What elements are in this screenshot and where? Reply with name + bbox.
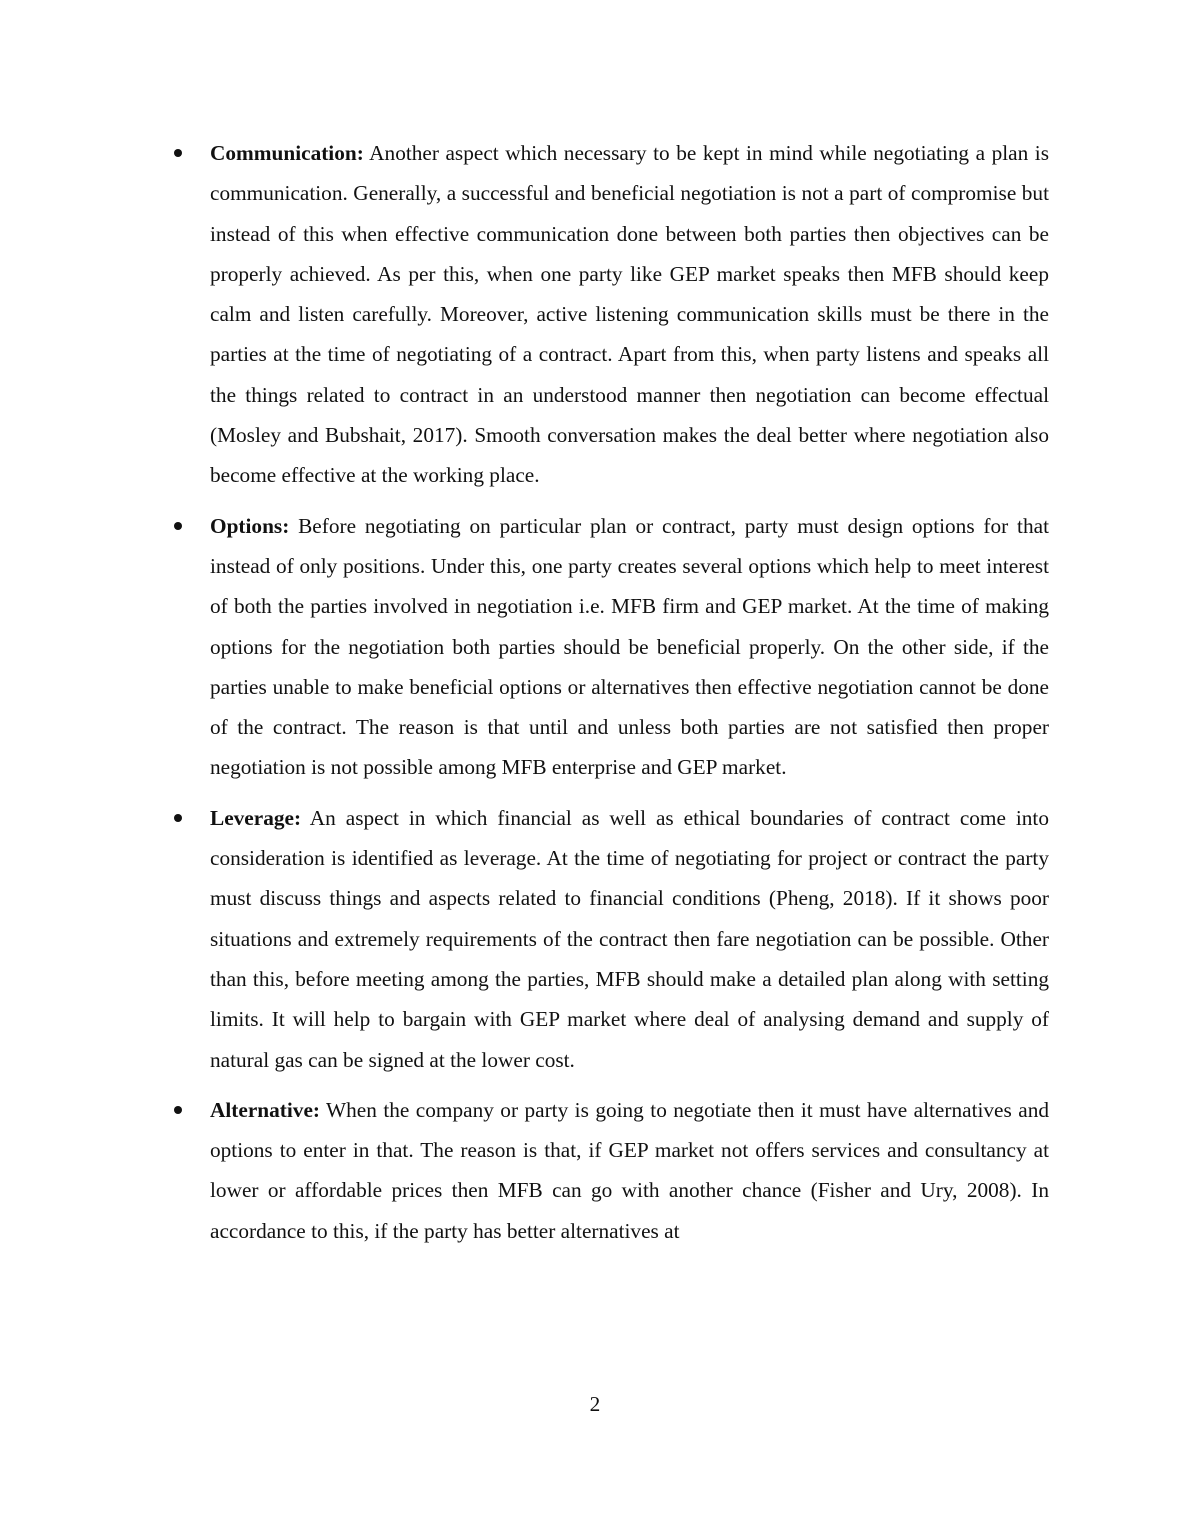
bullet-term: Alternative: <box>210 1097 320 1122</box>
bullet-icon <box>174 149 182 157</box>
bullet-text: Another aspect which necessary to be kept in mind while negotiating a plan is communication. Generally, a successful and beneficial negotiation is not a part of compromise but instead of this when effective communication done between both parties then objectives can be properly achieved. As per this, when one party like GEP market speaks then MFB should keep calm and listen carefully. Moreover, active listening communication skills must be there in the parties at the time of negotiating of a contract. Apart from this, when party listens and speaks all the things related to contract in an understood manner then negotiation can become effectual (Mosley and Bubshait, 2017). Smooth conversation makes the deal better where negotiation also become effective at the working place. <box>210 141 1049 488</box>
bullet-term: Options: <box>210 513 290 538</box>
bullet-item-options <box>210 506 1049 788</box>
page-number: 2 <box>589 1392 601 1416</box>
bullet-list <box>210 133 1049 1261</box>
bullet-item-leverage <box>210 798 1049 1080</box>
bullet-icon <box>174 1106 182 1114</box>
bullet-text: When the company or party is going to negotiate then it must have alternatives and options to enter in that. The reason is that, if GEP market not offers services and consultancy at lower or affordable prices then MFB can go with another chance (Fisher and Ury, 2008). In accordance to this, if the party has better alternatives at <box>210 1097 1049 1243</box>
bullet-text: Before negotiating on particular plan or contract, party must design options for that instead of only positions. Under this, one party creates several options which help to meet interest of both the parties involved in negotiation i.e. MFB firm and GEP market. At the time of making options for the negotiation both parties should be beneficial properly. On the other side, if the parties unable to make beneficial options or alternatives then effective negotiation cannot be done of the contract. The reason is that until and unless both parties are not satisfied then proper negotiation is not possible among MFB enterprise and GEP market. <box>210 513 1049 780</box>
bullet-icon <box>174 522 182 530</box>
bullet-icon <box>174 814 182 822</box>
bullet-term: Communication: <box>210 141 364 165</box>
bullet-item-alternative <box>210 1090 1049 1251</box>
bullet-term: Leverage: <box>210 805 302 830</box>
bullet-text: An aspect in which financial as well as ethical boundaries of contract come into consideration is identified as leverage. At the time of negotiating for project or contract the party must discuss things and aspects related to financial conditions (Pheng, 2018). If it shows poor situations and extremely requirements of the contract then fare negotiation can be possible. Other than this, before meeting among the parties, MFB should make a detailed plan along with setting limits. It will help to bargain with GEP market where deal of analysing demand and supply of natural gas can be signed at the lower cost. <box>210 805 1049 1072</box>
bullet-item-communication <box>210 133 1049 496</box>
